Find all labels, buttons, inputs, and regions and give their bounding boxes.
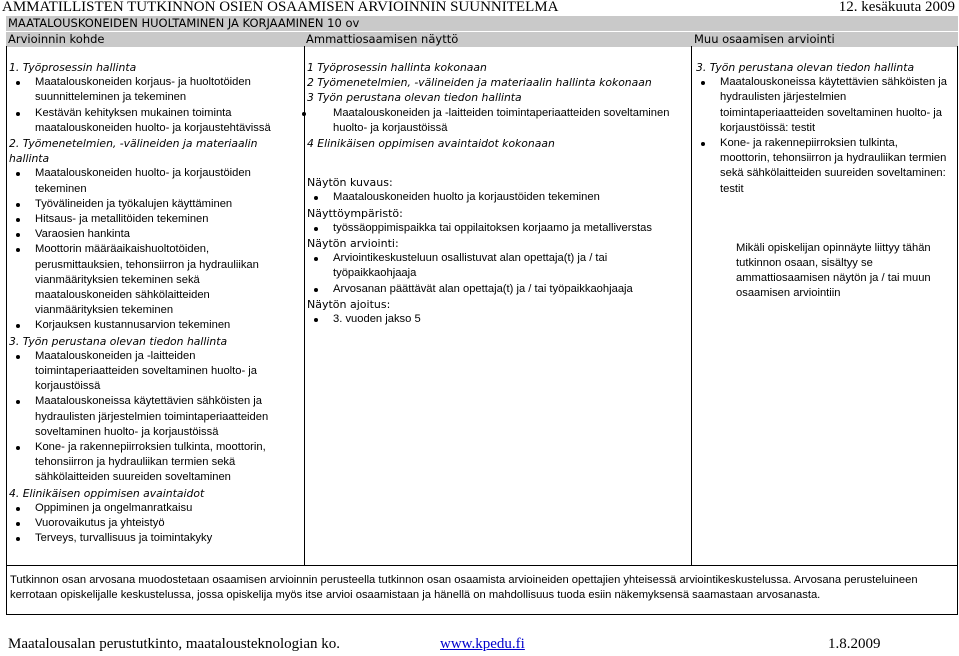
table-border-bottom bbox=[6, 565, 958, 566]
table-border-left bbox=[6, 46, 7, 565]
bottom-box-right bbox=[957, 565, 958, 615]
list-item: Kone- ja rakennepiirroksien tulkinta, moottorin, tehonsiirron ja hydrauliikan termien sekä sähkölaitteiden suureiden soveltaminen: testit bbox=[694, 136, 949, 197]
list-item: Maatalouskoneiden ja -laitteiden toimintaperiaatteiden soveltaminen huolto- ja korjaustöissä bbox=[9, 349, 291, 395]
naytto-item-4: 4 Elinikäisen oppimisen avaintaidot kokonaan bbox=[307, 137, 555, 151]
list-item: Oppiminen ja ongelmanratkaisu bbox=[9, 501, 291, 516]
list-item: Maatalouskoneiden korjaus- ja huoltotöiden suunnitteleminen ja tekeminen bbox=[9, 75, 291, 105]
footer-date: 1.8.2009 bbox=[828, 636, 881, 652]
list-item: 3. vuoden jakso 5 bbox=[307, 312, 682, 327]
ammattiosaamisen-naytto-column bbox=[307, 60, 682, 327]
column-header-bar bbox=[6, 31, 958, 47]
list-item: Hitsaus- ja metallitöiden tekeminen bbox=[9, 212, 291, 227]
naytto-kuvaus-label: Näytön kuvaus: bbox=[307, 176, 393, 190]
column-header-muu: Muu osaamisen arviointi bbox=[694, 32, 835, 46]
arvosana-note: Tutkinnon osan arvosana muodostetaan osaamisen arvioinnin perusteella tutkinnon osan osaamista arvioineiden opettajien yhteisessä arviointikeskustelussa. Arvosana perusteluineen kerrotaan opiskelijalle keskustelussa, jossa opiskelija myös itse arvioi osaamistaan ja hänellä on mahdollisuus tuoda esiin näkemyksensä saamastaan arvosanasta. bbox=[10, 574, 918, 601]
right-section-heading: 3. Työn perustana olevan tiedon hallinta bbox=[696, 61, 915, 74]
arvioinnin-kohde-column bbox=[9, 60, 291, 547]
list-item: Arvosanan päättävät alan opettaja(t) ja / tai työpaikkaohjaaja bbox=[307, 282, 682, 297]
list-item: Maatalouskoneiden ja -laitteiden toimintaperiaatteiden soveltaminen huolto- ja korjaustöissä bbox=[295, 106, 673, 136]
list-item: Varaosien hankinta bbox=[9, 227, 291, 242]
list-item: Maatalouskoneiden huolto- ja korjaustöiden tekeminen bbox=[9, 166, 291, 196]
section-1-heading: 1. Työprosessin hallinta bbox=[9, 61, 137, 74]
column-divider-2 bbox=[691, 46, 692, 565]
column-header-naytto: Ammattiosaamisen näyttö bbox=[306, 32, 459, 46]
document-title: AMMATILLISTEN TUTKINNON OSIEN OSAAMISEN ARVIOINNIN SUUNNITELMA bbox=[2, 0, 559, 15]
section-4-heading: 4. Elinikäisen oppimisen avaintaidot bbox=[9, 486, 205, 500]
column-header-kohde: Arvioinnin kohde bbox=[8, 32, 105, 46]
opinnayte-note: Mikäli opiskelijan opinnäyte liittyy tähän tutkinnon osaan, sisältyy se ammattiosaamisen näytön ja / tai muun osaamisen arviointiin bbox=[736, 241, 931, 300]
list-item: Korjauksen kustannusarvion tekeminen bbox=[9, 318, 291, 333]
list-item: Moottorin määräaikaishuoltotöiden, perusmittauksien, tehonsiirron ja hydrauliikan vianmäärityksien tekeminen sekä maatalouskoneiden sähkölaitteiden vianmäärityksien tekeminen bbox=[9, 242, 291, 318]
naytto-arviointi-label: Näytön arviointi: bbox=[307, 237, 399, 251]
list-item: Kestävän kehityksen mukainen toiminta maatalouskoneiden huolto- ja korjaustehtävissä bbox=[9, 106, 291, 136]
list-item: Kone- ja rakennepiirroksien tulkinta, moottorin, tehonsiirron ja hydrauliikan termien sekä sähkölaitteiden suureiden soveltaminen bbox=[9, 440, 291, 486]
table-border-right bbox=[957, 46, 958, 565]
naytto-item-1: 1 Työprosessin hallinta kokonaan bbox=[307, 61, 487, 74]
bottom-box-bottom bbox=[6, 614, 958, 615]
list-item: työssäoppimispaikka tai oppilaitoksen korjaamo ja metalliverstas bbox=[307, 221, 682, 236]
document-date: 12. kesäkuuta 2009 bbox=[838, 0, 955, 15]
footer-degree: Maatalousalan perustutkinto, maatalousteknologian ko. bbox=[8, 636, 341, 652]
section-2-heading: 2. Työmenetelmien, -välineiden ja materiaalin hallinta bbox=[9, 137, 258, 166]
list-item: Maatalouskoneiden huolto ja korjaustöiden tekeminen bbox=[307, 190, 682, 205]
list-item: Vuorovaikutus ja yhteistyö bbox=[9, 516, 291, 531]
footer-website-link[interactable]: www.kpedu.fi bbox=[440, 636, 525, 652]
naytto-item-2: 2 Työmenetelmien, -välineiden ja materiaalin hallinta kokonaan bbox=[307, 76, 652, 90]
list-item: Maatalouskoneissa käytettävien sähköisten ja hydraulisten järjestelmien toimintaperiaatteiden soveltaminen huolto- ja korjaustöissä: testit bbox=[694, 75, 949, 136]
muu-osaamisen-arviointi-column bbox=[694, 60, 949, 302]
list-item: Terveys, turvallisuus ja toimintakyky bbox=[9, 531, 291, 546]
title-bar bbox=[6, 16, 958, 31]
section-3-heading: 3. Työn perustana olevan tiedon hallinta bbox=[9, 334, 228, 348]
bottom-box-left bbox=[6, 565, 7, 615]
list-item: Työvälineiden ja työkalujen käyttäminen bbox=[9, 197, 291, 212]
naytto-item-3: 3 Työn perustana olevan tiedon hallinta bbox=[307, 91, 522, 105]
list-item: Maatalouskoneissa käytettävien sähköisten ja hydraulisten järjestelmien toimintaperiaatteiden soveltaminen huolto- ja korjaustöissä bbox=[9, 394, 291, 440]
page-footer bbox=[0, 636, 959, 656]
naytto-ajoitus-label: Näytön ajoitus: bbox=[307, 297, 391, 311]
module-title: MAATALOUSKONEIDEN HUOLTAMINEN JA KORJAAMINEN 10 ov bbox=[8, 16, 360, 30]
page-header bbox=[0, 0, 959, 16]
list-item: Arviointikeskusteluun osallistuvat alan opettaja(t) ja / tai työpaikkaohjaaja bbox=[307, 251, 663, 281]
nayttoymparisto-label: Näyttöympäristö: bbox=[307, 206, 403, 220]
